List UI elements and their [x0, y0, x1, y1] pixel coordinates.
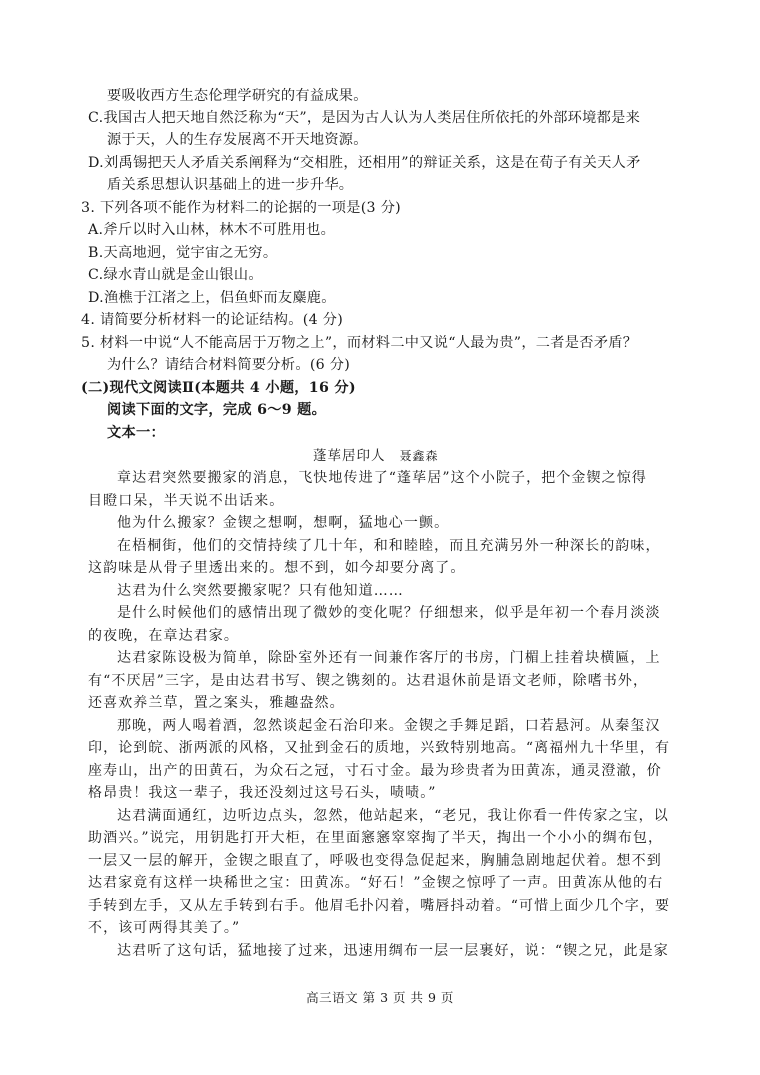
article-line: 达君听了这句话，猛地接了过来，迅速用绸布一层一层裹好，说：“锲之兄，此是家 [117, 943, 669, 959]
article-line: 有“不厌居”三字，是由达君书写、锲之镌刻的。达君退休前是语文老师，除嗜书外， [88, 673, 649, 689]
text-one-label: 文本一： [107, 425, 165, 441]
section-heading: (二)现代文阅读Ⅱ(本题共 4 小题，16 分) [81, 380, 356, 396]
article-line: 章达君突然要搬家的消息，飞快地传进了“蓬荜居”这个小院子，把个金锲之惊得 [117, 470, 647, 486]
text-line: 源于天，人的生存发展离不开天地资源。 [107, 132, 368, 148]
option-b: B.天高地迥，觉宇宙之无穷。 [88, 245, 278, 261]
question-3: 3. 下列各项不能作为材料二的论据的一项是(3 分) [81, 200, 402, 216]
article-line: 在梧桐街，他们的交情持续了几十年，和和睦睦，而且充满另外一种深长的韵味， [117, 538, 661, 554]
article-author: 聂鑫森 [399, 449, 439, 463]
page-footer: 高三语文 第 3 页 共 9 页 [306, 990, 454, 1005]
article-line: 座寿山，出产的田黄石，为众石之冠，寸石寸金。最为珍贵者为田黄冻，通灵澄澈，价 [88, 763, 662, 779]
article-line: 不，该可两得其美了。” [88, 920, 241, 936]
article-line: 这韵味是从骨子里透出来的。想不到，如今却要分离了。 [88, 560, 466, 576]
article-line: 达君满面通红，边听边点头，忽然，他站起来，“老兄，我让你看一件传家之宝，以 [117, 808, 669, 824]
article-heading [313, 444, 439, 468]
article-line: 达君家竟有这样一块稀世之宝：田黄冻。“好石！”金锲之惊呼了一声。田黄冻从他的右 [88, 875, 664, 891]
text-line: 要吸收西方生态伦理学研究的有益成果。 [107, 88, 368, 104]
option-d: D.渔樵于江渚之上，侣鱼虾而友麋鹿。 [88, 290, 336, 306]
article-line: 一层又一层的解开，金锲之眼直了，呼吸也变得急促起来，胸脯急剧地起伏着。想不到 [88, 853, 662, 869]
question-4: 4. 请简要分析材料一的论证结构。(4 分) [81, 312, 344, 328]
article-line: 印，论到皖、浙两派的风格，又扯到金石的质地，兴致特别地高。“离福州九十华里，有 [88, 740, 671, 756]
article-line: 达君为什么突然要搬家呢？只有他知道…… [117, 583, 404, 599]
option-c: C.我国古人把天地自然泛称为“天”，是因为古人认为人类居住所依托的外部环境都是来 [88, 110, 641, 126]
article-line: 那晚，两人喝着酒，忽然谈起金石治印来。金锲之手舞足蹈，口若悬河。从秦玺汉 [117, 718, 661, 734]
instruction: 阅读下面的文字，完成 6～9 题。 [107, 402, 327, 418]
option-a: A.斧斤以时入山林，林木不可胜用也。 [88, 222, 336, 238]
text-line: 为什么？请结合材料简要分析。(6 分) [107, 357, 351, 373]
article-line: 助酒兴。”说完，用钥匙打开大柜，在里面窸窸窣窣掏了半天，掏出一个小小的绸布包， [88, 830, 664, 846]
article-line: 他为什么搬家？金锲之想啊，想啊，猛地心一颤。 [117, 515, 450, 531]
question-5: 5. 材料一中说“人不能高居于万物之上”，而材料二中又说“人最为贵”，二者是否矛盾？ [81, 335, 638, 351]
option-d: D.刘禹锡把天人矛盾关系阐释为“交相胜，还相用”的辩证关系，这是在荀子有关天人矛 [88, 155, 641, 171]
article-line: 格昂贵！我这一辈子，我还没刻过这号石头，啧啧。” [88, 785, 437, 801]
article-line: 达君家陈设极为简单，除卧室外还有一间兼作客厅的书房，门楣上挂着块横匾，上 [117, 650, 661, 666]
article-line: 手转到左手，又从左手转到右手。他眉毛扑闪着，嘴唇抖动着。“可惜上面少几个字，要 [88, 898, 671, 914]
article-title: 蓬荜居印人 [313, 448, 386, 464]
article-line: 还喜欢养兰草，置之案头，雅趣盎然。 [88, 695, 345, 711]
article-line: 的夜晚，在章达君家。 [88, 628, 239, 644]
article-line: 是什么时候他们的感情出现了微妙的变化呢？仔细想来，似乎是年初一个春月淡淡 [117, 605, 661, 621]
text-line: 盾关系思想认识基础上的进一步升华。 [107, 177, 354, 193]
option-c: C.绿水青山就是金山银山。 [88, 267, 263, 283]
article-line: 目瞪口呆，半天说不出话来。 [88, 493, 285, 509]
